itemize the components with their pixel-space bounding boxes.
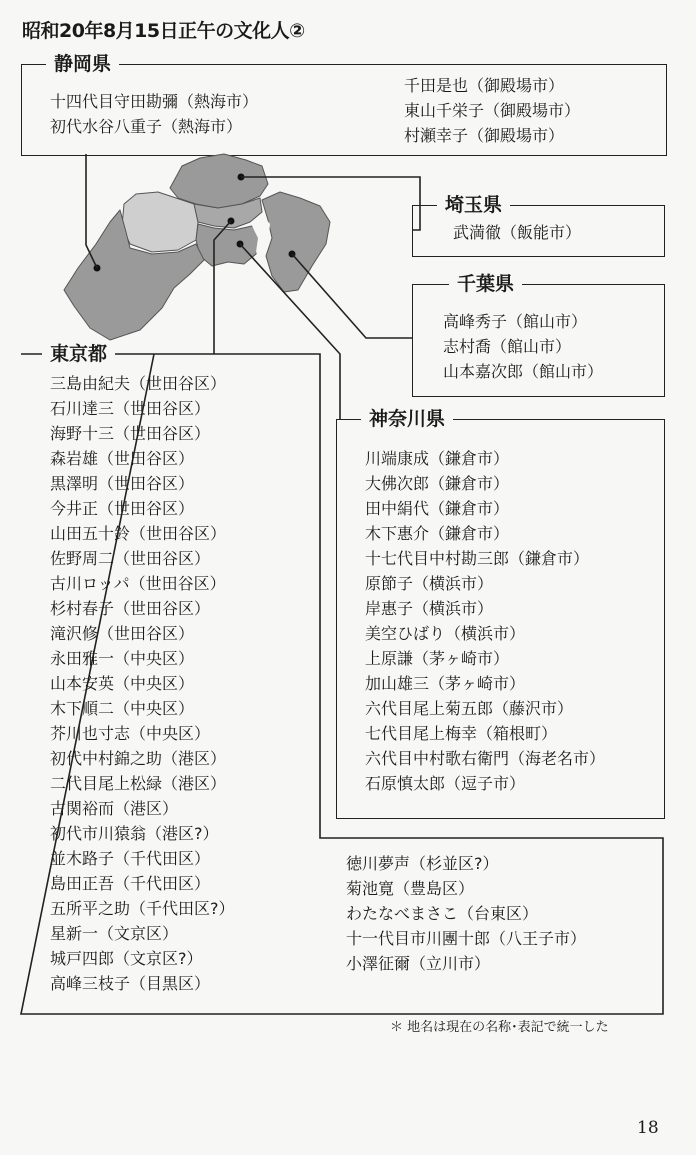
list-item: 島田正吾（千代田区） [50,874,211,893]
list-item: 高峰三枝子（目黒区） [50,974,211,993]
list-item: 山本嘉次郎（館山市） [443,362,604,381]
list-item: 初代中村錦之助（港区） [50,749,227,768]
list-item: 滝沢修（世田谷区） [50,624,195,643]
list-item: 石川達三（世田谷区） [50,399,211,418]
list-item: 十七代目中村勘三郎（鎌倉市） [365,549,590,568]
list-item: 今井正（世田谷区） [50,499,195,518]
list-item: 海野十三（世田谷区） [50,424,211,443]
list-item: 佐野周二（世田谷区） [50,549,211,568]
list-item: 大佛次郎（鎌倉市） [365,474,510,493]
kanto-map [64,154,330,340]
list-item: わたなべまさこ（台東区） [346,904,539,923]
list-item: 森岩雄（世田谷区） [50,449,195,468]
list-item: 山本安英（中央区） [50,674,195,693]
kanagawa-label: 神奈川県 [361,406,453,432]
list-item: 古川ロッパ（世田谷区） [50,574,226,593]
list-item: 原節子（横浜市） [365,574,494,593]
list-item: 永田雅一（中央区） [50,649,195,668]
list-item: 徳川夢声（杉並区?） [346,854,499,873]
list-item: 杉村春子（世田谷区） [50,599,211,618]
list-item: 志村喬（館山市） [443,337,572,356]
map-region-kanagawa [196,224,260,266]
chiba-label: 千葉県 [449,271,522,297]
list-item: 三島由紀夫（世田谷区） [50,374,227,393]
list-item: 高峰秀子（館山市） [443,312,588,331]
tokyo-list-right [346,851,586,976]
list-item: 星新一（文京区） [50,924,179,943]
tokyo-list-left [50,371,235,996]
list-item: 東山千栄子（御殿場市） [404,101,581,120]
list-item: 千田是也（御殿場市） [404,76,565,95]
list-item: 田中絹代（鎌倉市） [365,499,510,518]
tokyo-label: 東京都 [42,341,115,367]
list-item: 木下順二（中央区） [50,699,195,718]
list-item: 石原慎太郎（逗子市） [365,774,526,793]
list-item: 古関裕而（港区） [50,799,179,818]
list-item: 美空ひばり（横浜市） [365,624,526,643]
list-item: 黒澤明（世田谷区） [50,474,195,493]
footnote: ＊ 地名は現在の名称･表記で統一した [390,1020,609,1035]
list-item: 十一代目市川團十郎（八王子市） [346,929,587,948]
list-item: 五所平之助（千代田区?） [50,899,235,918]
list-item: 初代水谷八重子（熱海市） [50,117,243,136]
list-item: 山田五十鈴（世田谷区） [50,524,227,543]
list-item: 加山雄三（茅ヶ崎市） [365,674,526,693]
list-item: 六代目中村歌右衛門（海老名市） [365,749,606,768]
list-item: 上原謙（茅ヶ崎市） [365,649,510,668]
list-item: 並木路子（千代田区） [50,849,211,868]
page-title: 昭和20年8月15日正午の文化人② [22,20,305,42]
list-item: 芥川也寸志（中央区） [50,724,211,743]
map-region-chiba [262,192,330,292]
list-item: 六代目尾上菊五郎（藤沢市） [365,699,574,718]
list-item: 木下惠介（鎌倉市） [365,524,510,543]
saitama-label: 埼玉県 [437,192,510,218]
list-item: 武満徹（飯能市） [453,223,582,242]
list-item: 小澤征爾（立川市） [346,954,491,973]
list-item: 川端康成（鎌倉市） [365,449,510,468]
list-item: 二代目尾上松緑（港区） [50,774,227,793]
list-item: 初代市川猿翁（港区?） [50,824,219,843]
shizuoka-label: 静岡県 [46,51,119,77]
list-item: 城戸四郎（文京区?） [50,949,203,968]
list-item: 村瀬幸子（御殿場市） [404,126,565,145]
list-item: 岸惠子（横浜市） [365,599,494,618]
list-item: 十四代目守田勘彌（熱海市） [50,92,259,111]
list-item: 七代目尾上梅幸（箱根町） [365,724,558,743]
page-number: 18 [637,1118,659,1138]
list-item: 菊池寛（豊島区） [346,879,475,898]
